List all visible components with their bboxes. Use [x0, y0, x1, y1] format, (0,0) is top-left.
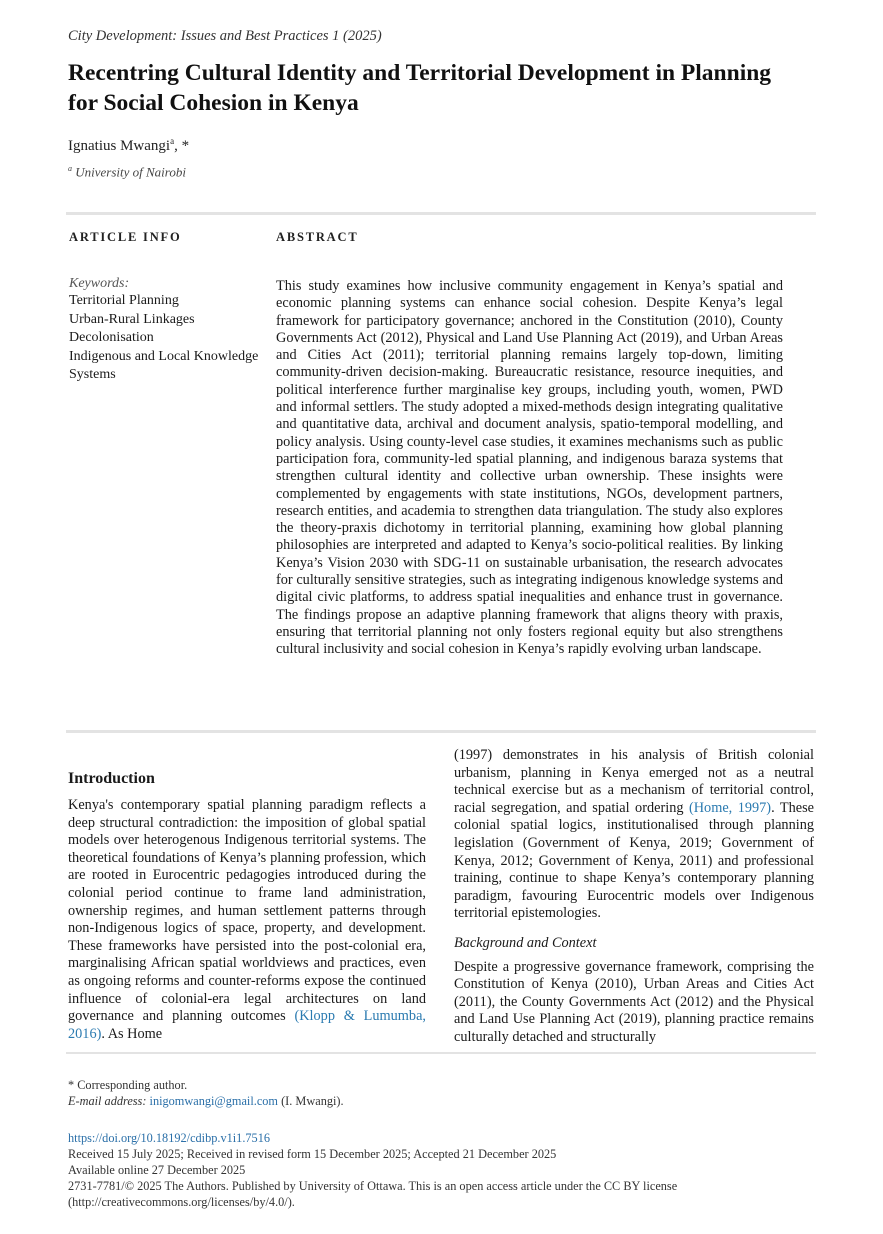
- footnote: [68, 1077, 344, 1109]
- affiliation-mark: a: [68, 164, 72, 173]
- article-title: Recentring Cultural Identity and Territorial Development in Planning for Social Cohesion in Kenya: [68, 60, 772, 116]
- background-heading: Background and Context: [454, 934, 597, 951]
- email-suffix: (I. Mwangi).: [278, 1094, 344, 1108]
- email-label: E-mail address:: [68, 1094, 147, 1108]
- introduction-paragraph-left: [68, 797, 426, 1043]
- keyword-item: Indigenous and Local Knowledge Systems: [69, 348, 259, 382]
- available-online: Available online 27 December 2025: [68, 1163, 246, 1177]
- divider-top: [66, 212, 816, 215]
- author-line: [68, 136, 189, 155]
- body-text: (1997) demonstrates in his analysis of British colonial urbanism, planning in Kenya emerged not as a neutral technical exercise but as a mechanism of territorial control, racial segregation, and spatial ordering: [454, 747, 814, 816]
- author-name: Ignatius Mwangi: [68, 138, 171, 154]
- background-paragraph: Despite a progressive governance framework, comprising the Constitution of Kenya (2010), Urban Areas and Cities Act (2011), the County Governments Act (2012) and the Physical and Land Use Planning Act (2019), planning practice remains culturally detached and structurally: [454, 958, 814, 1045]
- citation-link[interactable]: (Home, 1997): [688, 799, 772, 816]
- corresponding-mark: , *: [174, 138, 190, 154]
- introduction-continuation: [454, 747, 814, 923]
- publication-dates: Received 15 July 2025; Received in revised form 15 December 2025; Accepted 21 December 2025: [68, 1147, 557, 1161]
- affiliation-mark: a: [170, 136, 175, 146]
- doi-link[interactable]: https://doi.org/10.18192/cdibp.v1i1.7516: [68, 1131, 270, 1145]
- journal-name: City Development: Issues and Best Practices 1 (2025): [68, 28, 382, 44]
- license-url[interactable]: (http://creativecommons.org/licenses/by/4.0/).: [68, 1195, 295, 1209]
- abstract-text: This study examines how inclusive community engagement in Kenya’s spatial and economic planning systems can enhance social cohesion. Despite Kenya’s legal framework for participatory governance; anchored in the Constitution (2010), County Governments Act (2012), Physical and Land Use Planning Act (2019), and Urban Areas and Cities Act (2011); territorial planning remains largely top-down, limiting community-driven decision-making. Bureaucratic resistance, resource inequities, and political interference further marginalise key groups, including youth, women, PWD and informal settlers. The study adopted a mixed-methods design integrating qualitative and quantitative data, archival and document analysis, spatio-temporal modelling, and policy analysis. Using county-level case studies, it examines mechanisms such as public participation fora, community-led spatial planning, and indigenous baraza systems that strengthen cultural identity and collective urban ownership. These insights were complemented by engagements with state institutions, NGOs, development partners, research entities, and academia to strengthen data triangulation. The study also explores the theory-praxis dichotomy in territorial planning, examining how global planning philosophies are interpreted and adapted to Kenya’s socio-political realities. By linking Kenya’s Vision 2030 with SDG-11 on sustainable urbanisation, the research advocates for culturally sensitive strategies, such as integrating indigenous knowledge systems and digital civic platforms, to address spatial inequalities and enhance trust in governance. The findings propose an adaptive planning framework that aligns theory with praxis, ensuring that territorial planning not only fosters regional equity but also strengthens cultural inclusivity and social cohesion in Kenya’s rapidly evolving urban landscape.: [276, 278, 783, 658]
- divider-middle: [66, 730, 816, 733]
- body-text: . These colonial spatial logics, institutionalised through planning legislation (Government of Kenya, 2019; Government of Kenya, 2012; Government of Kenya, 2011) and professional training, continue to shape Kenya’s contemporary planning paradigm, favouring Eurocentric models over Indigenous territorial epistemologies.: [454, 799, 814, 922]
- email-line: [68, 1093, 344, 1109]
- article-info-heading: ARTICLE INFO: [69, 230, 182, 244]
- keywords-label: Keywords:: [69, 276, 130, 291]
- keyword-item: Urban-Rural Linkages: [69, 311, 195, 327]
- divider-footnote: [66, 1052, 816, 1054]
- keyword-item: Territorial Planning: [69, 293, 179, 308]
- introduction-paragraph-right: [454, 747, 814, 1047]
- email-link[interactable]: inigomwangi@gmail.com: [149, 1094, 279, 1108]
- citation-link[interactable]: (Klopp & Lumumba, 2016): [68, 1008, 426, 1042]
- affiliation: [68, 164, 186, 180]
- affiliation-text: University of Nairobi: [75, 164, 186, 180]
- corresponding-author-note: * Corresponding author.: [68, 1078, 188, 1092]
- keywords-list: [69, 292, 269, 385]
- abstract-heading: ABSTRACT: [276, 230, 359, 244]
- body-text: . As Home: [101, 1025, 163, 1042]
- license-statement: 2731-7781/© 2025 The Authors. Published by University of Ottawa. This is an open access article under the CC BY license: [68, 1179, 678, 1193]
- body-text: Kenya's contemporary spatial planning paradigm reflects a deep structural contradiction: the imposition of global spatial models over heterogenous Indigenous territorial systems. The theoretical foundations of Kenya’s planning profession, which are rooted in Eurocentric pedagogies introduced during the colonial period continue to frame land administration, ownership regimes, and human settlement patterns through non-Indigenous logics of space, property, and development. These frameworks have persisted into the post-colonial era, marginalising African spatial worldviews and practices, even as ongoing reforms and counter-reforms expose the continued influence of colonial-era legal architectures on land governance and planning outcomes: [68, 797, 426, 1025]
- introduction-heading: Introduction: [68, 770, 155, 787]
- publication-info: [68, 1130, 828, 1210]
- keyword-item: Decolonisation: [69, 330, 154, 345]
